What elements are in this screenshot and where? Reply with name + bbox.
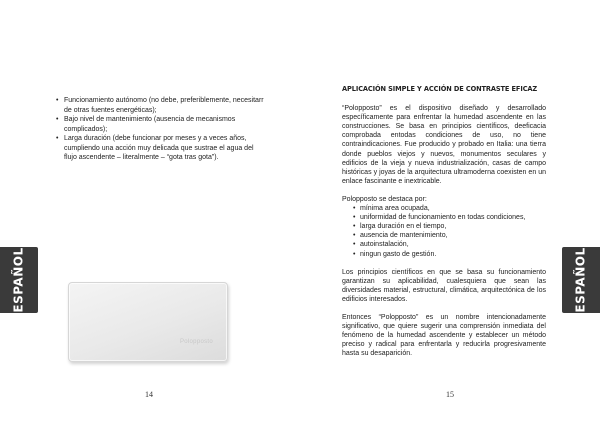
description-paragraph: “Polopposto” es el dispositivo diseñado y desarrollado específicamente para enfrentar la humedad ascendente en las construcciones. Se basa en principios científicos, deeficacia comprobada entodas condiciones de uso, no tiene contraindicaciones. Fue producido y probado en Italia: una tierra donde pueblos viejos y nuevos, monumentos seculares y edificios de la vieja y nueva industrialización, casas de campo históricas y joyas de la arquitectura ultramoderna coexisten en un enlace fascinante e inextricable.: [342, 105, 546, 185]
list-item: • larga duración en el tiempo,: [342, 222, 546, 231]
list-item: • Larga duración (debe funcionar por meses y a veces años, cumpliendo una acción muy delicada que sustrae el agua del flujo ascendente – literalmente – “gota tras gota”).: [54, 134, 264, 163]
language-tab-right: [562, 247, 600, 313]
features-intro: Polopposto se destaca por:: [342, 195, 427, 203]
page-number-left: 14: [145, 390, 153, 399]
language-tab-label: ESPAÑOL: [12, 247, 26, 313]
page-number-right: 15: [446, 390, 454, 399]
product-device-image: [68, 282, 228, 362]
device-logo: Polopposto: [179, 339, 213, 345]
list-item: • Funcionamiento autónomo (no debe, preferiblemente, necesitarr de otras fuentes energéticas);: [54, 96, 264, 115]
list-item: • uniformidad de funcionamiento en todas condiciones,: [342, 213, 546, 222]
right-page-content: [342, 85, 546, 358]
list-item: • autoinstalación,: [342, 240, 546, 249]
list-item: • Bajo nivel de mantenimiento (ausencia de mecanismos complicados);: [54, 115, 264, 134]
list-item: • mínima area ocupada,: [342, 204, 546, 213]
conclusion-paragraph: Entonces “Polopposto” es un nombre intencionadamente significativo, que quiere sugerir una comprensión inmediata del fenómeno de la humedad ascendente y establecer un método preciso y radical para enfrentarla y reducirla progresivamente hasta su desaparición.: [342, 313, 546, 358]
language-tab-left: [0, 247, 38, 313]
list-item: • ausencia de mantenimiento,: [342, 231, 546, 240]
principles-paragraph: Los principios científicos en que se basa su funcionamiento garantizan su aplicabilidad, cualesquiera que sean las diversidades material, estructural, climática, arquitectónica de los edificios interesados.: [342, 268, 546, 303]
requirements-list: [54, 96, 264, 163]
section-heading: APLICACIÓN SIMPLE Y ACCIÓN DE CONTRASTE EFICAZ: [342, 85, 538, 93]
features-list: [342, 204, 546, 259]
language-tab-label: ESPAÑOL: [574, 247, 588, 313]
list-item: • ningun gasto de gestión.: [342, 250, 546, 259]
